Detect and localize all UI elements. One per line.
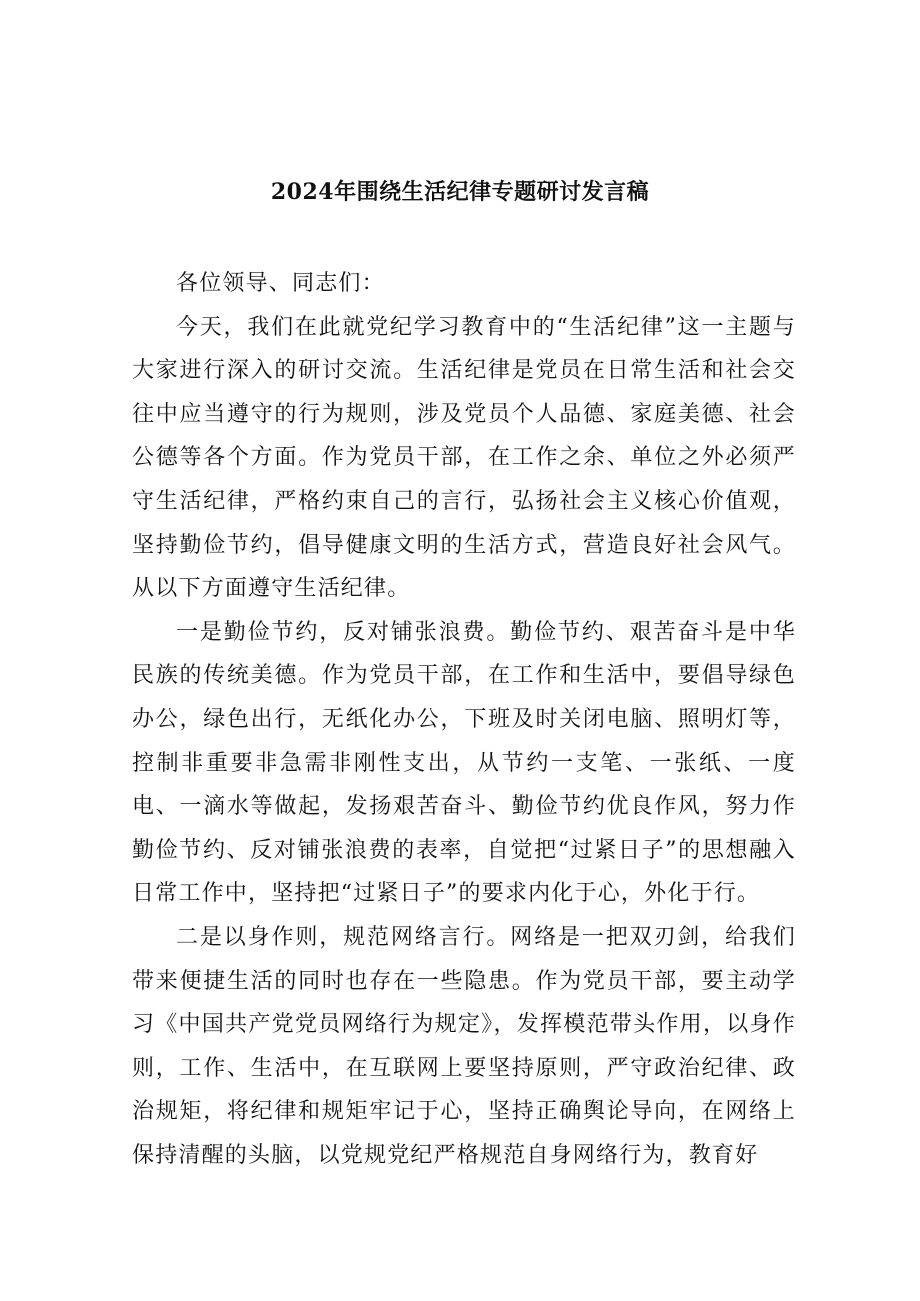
paragraph-online-conduct: 二是以身作则，规范网络言行。网络是一把双刃剑，给我们带来便捷生活的同时也存在一些隐患。作为党员干部，要主动学习《中国共产党党员网络行为规定》，发挥模范带头作用，以身作则，工作、生活中，在互联网上要坚持原则，严守政治纪律、政治规矩，将纪律和规矩牢记于心，坚持正确舆论导向，在网络上保持清醒的头脑，以党规党纪严格规范自身网络行为，教育好 [132, 924, 796, 1168]
paragraph-frugality: 一是勤俭节约，反对铺张浪费。勤俭节约、艰苦奋斗是中华民族的传统美德。作为党员干部，在工作和生活中，要倡导绿色办公，绿色出行，无纸化办公，下班及时关闭电脑、照明灯等，控制非重要非急需非刚性支出，从节约一支笔、一张纸、一度电、一滴水等做起，发扬艰苦奋斗、勤俭节约优良作风，努力作勤俭节约、反对铺张浪费的表率，自觉把“过紧日子”的思想融入日常工作中，坚持把“过紧日子”的要求内化于心，外化于行。 [132, 619, 796, 907]
paragraph-intro: 今天，我们在此就党纪学习教育中的“生活纪律”这一主题与大家进行深入的研讨交流。生活纪律是党员在日常生活和社会交往中应当遵守的行为规则，涉及党员个人品德、家庭美德、社会公德等各个方面。作为党员干部，在工作之余、单位之外必须严守生活纪律，严格约束自己的言行，弘扬社会主义核心价值观，坚持勤俭节约，倡导健康文明的生活方式，营造良好社会风气。从以下方面遵守生活纪律。 [132, 314, 796, 602]
document-title: 2024年围绕生活纪律专题研讨发言稿 [270, 179, 650, 205]
document-body [132, 262, 796, 1177]
salutation: 各位领导、同志们： [176, 271, 385, 296]
